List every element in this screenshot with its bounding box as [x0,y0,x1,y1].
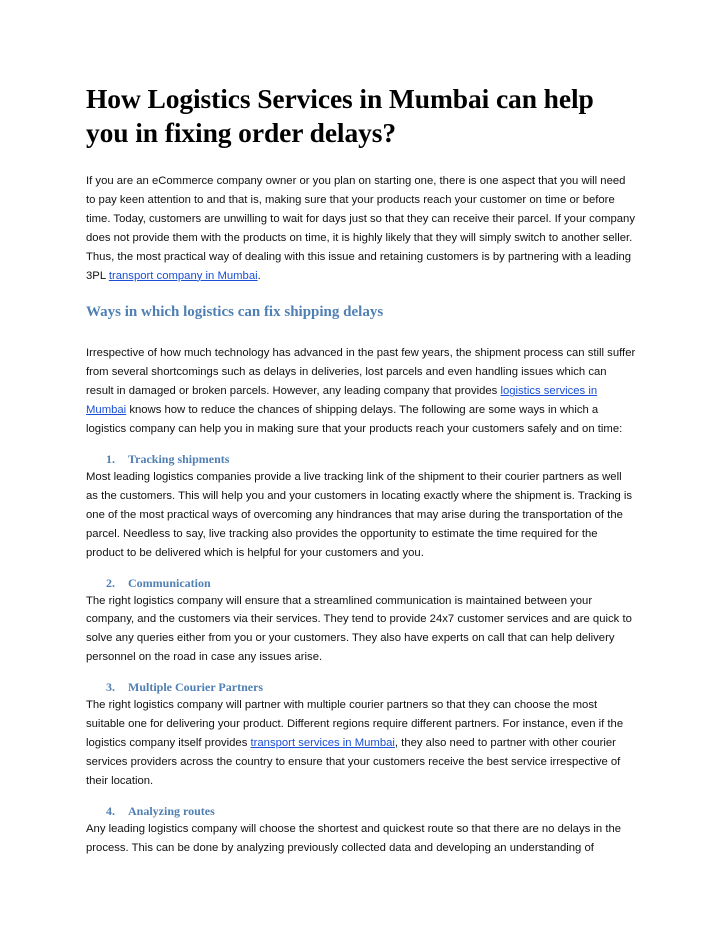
item-heading-communication [106,575,636,591]
section-intro-rest: knows how to reduce the chances of shipping delays. The following are some ways in which a logistics company can help you in making sure that your products reach your customers safely and on time: [86,404,623,436]
item-title: Communication [128,575,211,590]
intro-text: If you are an eCommerce company owner or you plan on starting one, there is one aspect that you will need to pay keen attention to and that is, making sure that your products reach your customer on time or before time. Today, customers are unwilling to wait for days just so that they can receive their parcel. If your company does not provide them with the products on time, it is highly likely that they will simply switch to another seller. Thus, the most practical way of dealing with this issue and retaining customers is by partnering with a leading 3PL [86,175,635,282]
item-title: Multiple Courier Partners [128,680,264,695]
intro-end: . [257,269,261,282]
transport-services-link[interactable]: transport services in Mumbai [250,736,395,749]
transport-company-link[interactable]: transport company in Mumbai [108,269,258,282]
item-body-communication: The right logistics company will ensure that a streamlined communication is maintained between your company, and the customers via their services. They tend to provide 24x7 customer services and are quick to solve any queries either from you or your customers. They also have experts on call that can help delivery personnel on the road in case any issues arise. [86,594,632,664]
item-title: Tracking shipments [128,451,230,466]
section-intro-paragraph [86,344,636,439]
logistics-services-link[interactable]: logistics services in Mumbai [86,385,598,417]
item-number: 1. [106,451,115,466]
intro-paragraph [86,172,636,285]
document-page [86,82,636,857]
item-body-rest: , they also need to partner with other courier services providers across the country to ensure that your customers receive the best service irrespective of their location. [86,736,621,787]
item-number: 2. [106,575,115,590]
item-title: Analyzing routes [128,803,215,818]
item-body-courier-partners [86,696,636,791]
item-body-tracking: Most leading logistics companies provide a live tracking link of the shipment to their courier partners as well as the customers. This will help you and your customers in locating exactly where the shipment is. Tracking is one of the most practical ways of overcoming any hindrances that may arise during the transportation of the parcel. Needless to say, live tracking also provides the opportunity to estimate the time required for the product to be delivered which is helpful for your customers and you. [86,470,633,559]
item-heading-tracking [106,451,636,467]
item-body-text: The right logistics company will partner with multiple courier partners so that they can choose the most suitable one for delivering your product. Different regions require different partners. For instance, even if the logistics company itself provides [86,699,624,749]
item-heading-courier-partners [106,679,636,695]
section-heading: Ways in which logistics can fix shipping delays [86,304,384,321]
item-number: 4. [106,803,115,818]
item-number: 3. [106,680,115,695]
item-heading-analyzing-routes [106,803,636,819]
section-intro-text: Irrespective of how much technology has advanced in the past few years, the shipment process can still suffer from several shortcomings such as delays in deliveries, lost parcels and even handling issues which can result in damaged or broken parcels. However, any leading company that provides [86,347,636,398]
page-title: How Logistics Services in Mumbai can help you in fixing order delays? [86,83,594,148]
item-body-analyzing-routes: Any leading logistics company will choose the shortest and quickest route so that there are no delays in the process. This can be done by analyzing previously collected data and developing an understanding of [86,822,622,854]
